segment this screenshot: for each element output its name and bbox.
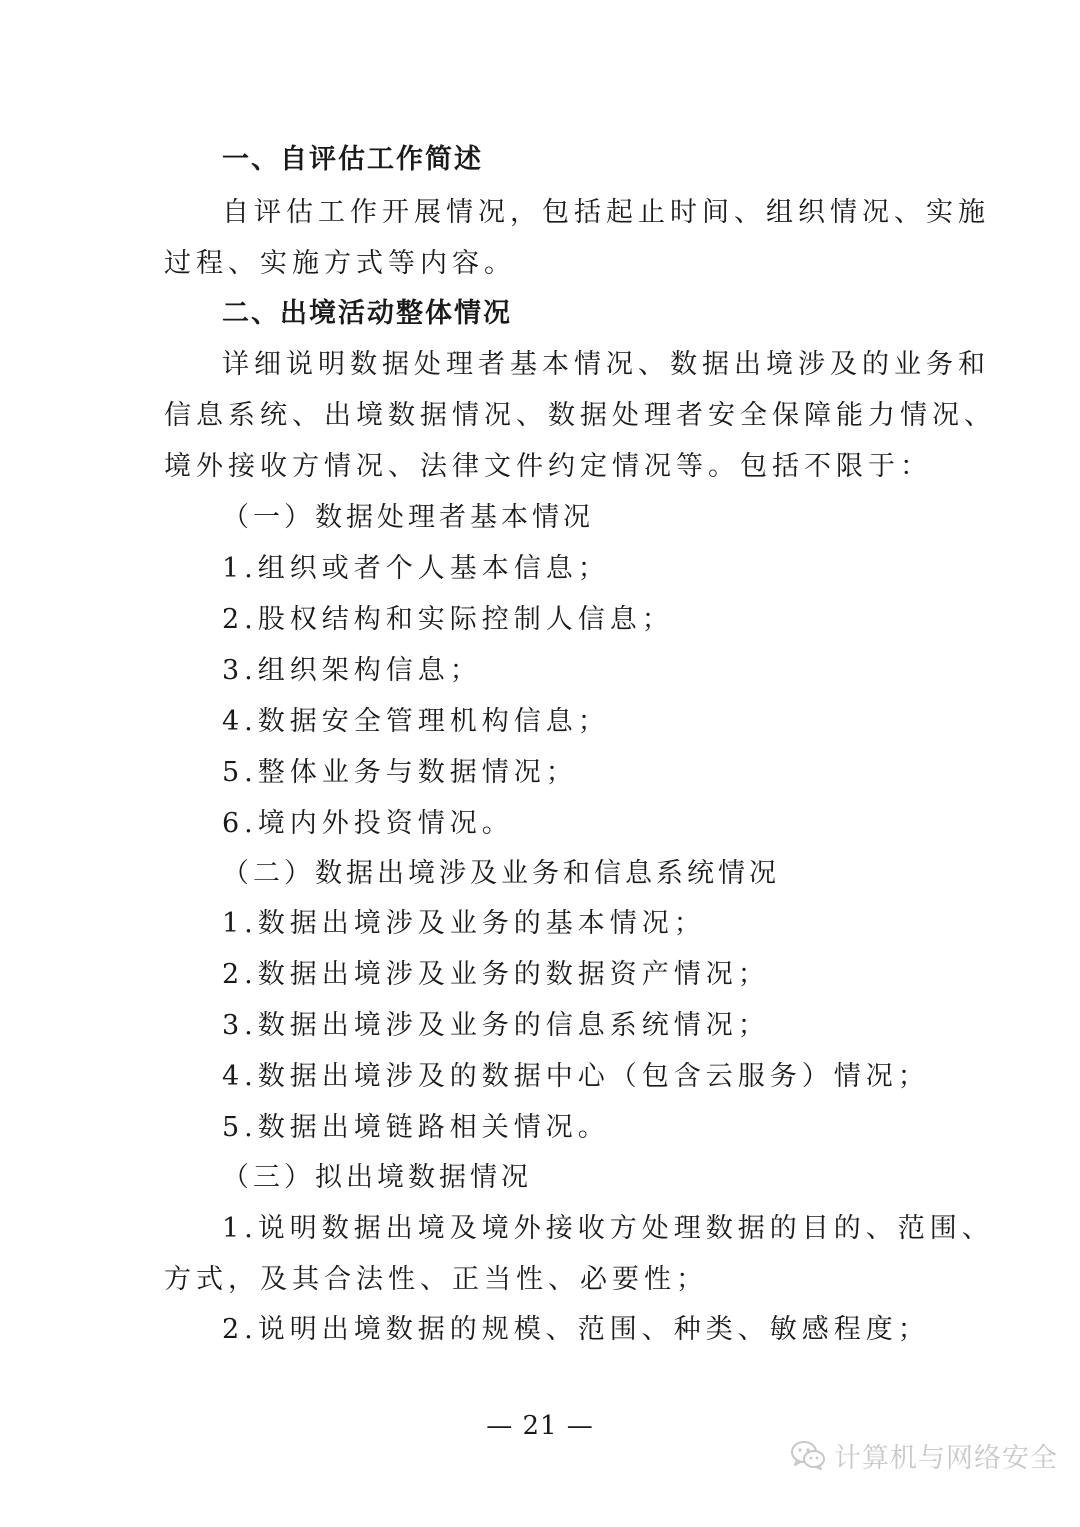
- paragraph-line: 自评估工作开展情况，包括起止时间、组织情况、实施: [222, 197, 990, 228]
- wechat-icon: [790, 1440, 826, 1470]
- watermark-text: 计算机与网络安全: [834, 1442, 1058, 1474]
- list-item: 4.数据出境涉及的数据中心（包含云服务）情况；: [222, 1061, 930, 1092]
- paragraph-line: 详细说明数据处理者基本情况、数据出境涉及的业务和: [222, 349, 990, 380]
- list-item: 6.境内外投资情况。: [222, 808, 514, 839]
- subsection-title-2: （二）数据出境涉及业务和信息系统情况: [222, 858, 780, 889]
- list-item: 1.组织或者个人基本信息；: [222, 553, 610, 584]
- paragraph-line: 境外接收方情况、法律文件约定情况等。包括不限于：: [164, 451, 932, 482]
- list-item: 1.说明数据出境及境外接收方处理数据的目的、范围、: [222, 1213, 994, 1244]
- list-item: 2.数据出境涉及业务的数据资产情况；: [222, 959, 770, 990]
- list-item: 4.数据安全管理机构信息；: [222, 706, 610, 737]
- list-item: 2.股权结构和实际控制人信息；: [222, 604, 674, 635]
- watermark: [790, 1437, 1058, 1473]
- page-number: — 21 —: [486, 1411, 594, 1441]
- list-item: 1.数据出境涉及业务的基本情况；: [222, 908, 706, 939]
- list-item: 3.组织架构信息；: [222, 655, 482, 686]
- list-item: 3.数据出境涉及业务的信息系统情况；: [222, 1010, 770, 1041]
- subsection-title-3: （三）拟出境数据情况: [222, 1162, 532, 1193]
- list-item: 2.说明出境数据的规模、范围、种类、敏感程度；: [222, 1314, 930, 1345]
- paragraph-line: 信息系统、出境数据情况、数据处理者安全保障能力情况、: [164, 400, 996, 431]
- list-item: 5.数据出境链路相关情况。: [222, 1112, 610, 1143]
- paragraph-line: 过程、实施方式等内容。: [164, 248, 516, 279]
- list-item: 5.整体业务与数据情况；: [222, 757, 578, 788]
- subsection-title-1: （一）数据处理者基本情况: [222, 502, 594, 533]
- section-heading-1: 一、自评估工作简述: [222, 144, 483, 175]
- section-heading-2: 二、出境活动整体情况: [222, 298, 512, 329]
- list-item-continuation: 方式，及其合法性、正当性、必要性；: [164, 1264, 708, 1295]
